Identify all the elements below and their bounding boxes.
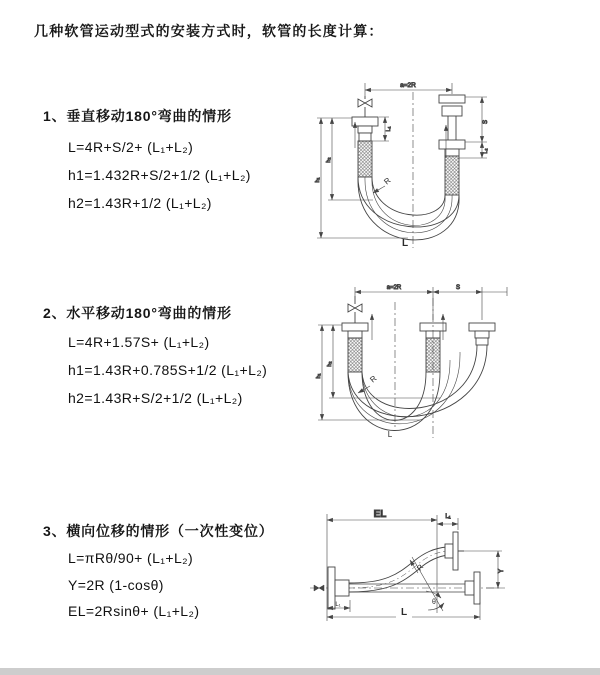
theta-label: θ (432, 599, 436, 606)
dim-label-l2: L₂ (483, 148, 489, 154)
formula-line: L=4R+1.57S+ (L₁+L₂) (68, 334, 210, 350)
braided-hose-left (358, 141, 372, 177)
dim-label-h1: h₁ (316, 373, 322, 379)
braided-hose-right (445, 156, 459, 195)
length-label: L (400, 607, 408, 618)
dim-label-a2r: a=2R (386, 285, 402, 291)
formula-line: h2=1.43R+1/2 (L₁+L₂) (68, 195, 212, 211)
formula-line: Y=2R (1-cosθ) (68, 577, 164, 593)
formula-line: EL=2Rsinθ+ (L₁+L₂) (68, 603, 200, 619)
section-2-heading: 2、水平移动180°弯曲的情形 (43, 305, 232, 321)
dimension-h (318, 325, 440, 420)
braided-hose-left (348, 338, 362, 372)
valve-icon (358, 96, 372, 117)
valve-icon (314, 585, 324, 591)
u-bend-curves (348, 345, 487, 431)
dim-label-y: Y (498, 568, 505, 574)
radius-label: R (414, 562, 426, 573)
s-curve-hose (349, 547, 449, 592)
formula-line: h1=1.432R+S/2+1/2 (L₁+L₂) (68, 167, 251, 183)
radius-leader (373, 186, 385, 193)
dim-label-l1: L₁ (386, 126, 392, 132)
u-bend-curves (358, 177, 459, 240)
diagram-vertical-180-bend (305, 70, 535, 260)
radius-label: R (368, 373, 379, 385)
formula-line: L=4R+S/2+ (L₁+L₂) (68, 139, 194, 155)
right-pipe-fitting (439, 95, 465, 156)
dim-label-s: S (483, 119, 489, 125)
right-pipe-fitting (469, 323, 495, 345)
section-1-heading: 1、垂直移动180°弯曲的情形 (43, 108, 232, 124)
radius-label: R (382, 175, 393, 187)
dim-label-l1-bottom: L₁ (335, 602, 341, 608)
dim-label-s: S (455, 285, 461, 291)
dim-label-l1-top: L₁ (445, 514, 451, 520)
formula-line: h2=1.43R+S/2+1/2 (L₁+L₂) (68, 390, 243, 406)
page-bottom-edge (0, 668, 600, 675)
length-label: L (401, 238, 409, 249)
page-title: 几种软管运动型式的安装方式时，软管的长度计算： (34, 23, 384, 39)
dim-label-h1: h₁ (315, 177, 321, 183)
dim-label-el: EL (373, 509, 387, 520)
diagram-lateral-displacement (300, 505, 570, 660)
valve-icon (348, 296, 362, 323)
left-pipe-fitting (352, 117, 378, 141)
formula-line: h1=1.43R+0.785S+1/2 (L₁+L₂) (68, 362, 268, 378)
right-lower-flange (465, 572, 480, 604)
dim-label-h2: h₂ (326, 157, 332, 163)
section-3-heading: 3、横向位移的情形（一次性变位） (43, 523, 274, 539)
dimension-a2r (355, 287, 507, 320)
diagram-horizontal-180-bend (310, 280, 550, 450)
dim-label-h2: h₂ (327, 361, 333, 367)
length-label: L (387, 430, 393, 439)
dim-label-a2r: a=2R (400, 82, 416, 89)
left-pipe-fitting (342, 323, 368, 338)
formula-line: L=πRθ/90+ (L₁+L₂) (68, 550, 194, 566)
